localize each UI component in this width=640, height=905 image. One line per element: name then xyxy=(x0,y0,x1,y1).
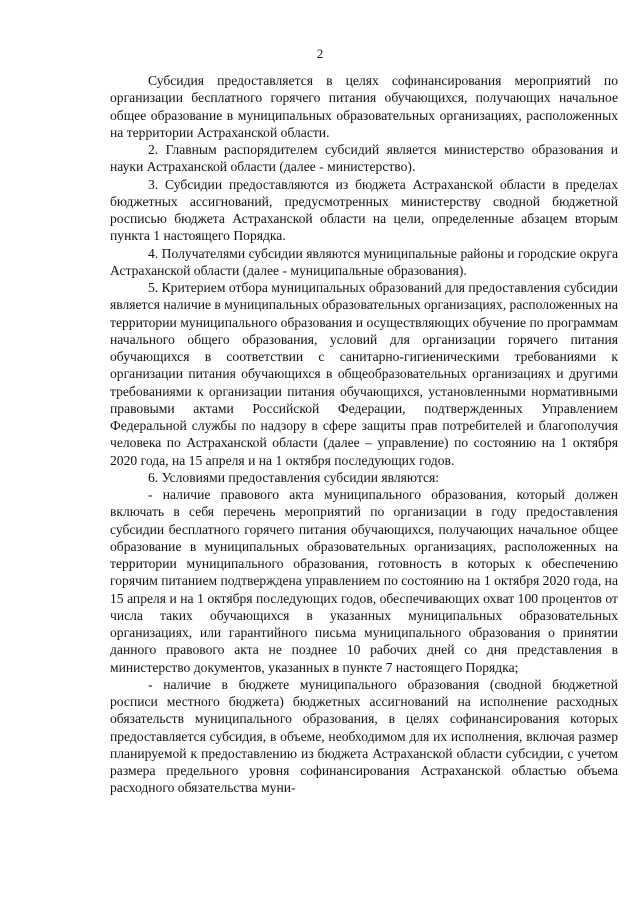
paragraph-recipients: 4. Получателями субсидии являются муниципальные районы и городские округа Астраханской области (далее - муниципальные образования). xyxy=(110,245,618,278)
page-number: 2 xyxy=(316,46,324,61)
paragraph-budget-source: 3. Субсидии предоставляются из бюджета Астраханской области в пределах бюджетных ассигнований, предусмотренных министерству сводной бюджетной росписью бюджета Астраханской области на цели, определенные абзацем вторым пункта 1 настоящего Порядка. xyxy=(110,176,618,244)
paragraph-selection-criterion: 5. Критерием отбора муниципальных образований для предоставления субсидии является наличие в муниципальных образовательных организациях, расположенных на территории муниципального образования и осуществляющих обучение по программам начального общего образования, условий для организации горячего питания обучающихся в соответствии с санитарно-гигиеническими требованиями к организации питания обучающихся в общеобразовательных организациях и другими требованиями к организации питания обучающихся, установленными нормативными правовыми актами Российской Федерации, подтвержденных Управлением Федеральной службы по надзору в сфере защиты прав потребителей и благополучия человека по Астраханской области (далее – управление) по состоянию на 1 октября 2020 года, на 15 апреля и на 1 октября последующих годов. xyxy=(110,280,618,468)
paragraph-condition-budget-allocations: - наличие в бюджете муниципального образования (сводной бюджетной росписи местного бюджета) бюджетных ассигнований на исполнение расходных обязательств муниципального образования, в целях софинансирования которых предоставляется субсидия, в объеме, необходимом для их исполнения, включая размер планируемой к предоставлению из бюджета Астраханской области субсидии, с учетом размера предельного уровня софинансирования Астраханской областью объема расходного обязательства муни- xyxy=(110,676,618,796)
paragraph-main-administrator: 2. Главным распорядителем субсидий является министерство образования и науки Астраханской области (далее - министерство). xyxy=(110,142,618,175)
paragraph-subsidy-purpose: Субсидия предоставляется в целях софинансирования мероприятий по организации бесплатного горячего питания обучающихся, получающих начальное общее образование в муниципальных образовательных организациях, расположенных на территории Астраханской области. xyxy=(110,73,618,140)
paragraph-conditions-heading: 6. Условиями предоставления субсидии являются: xyxy=(148,469,440,485)
document-body xyxy=(110,72,618,797)
paragraph-condition-legal-act: - наличие правового акта муниципального образования, который должен включать в себя перечень мероприятий по организации в году предоставления субсидии бесплатного горячего питания обучающихся, получающих начальное общее образование в муниципальных образовательных организациях, расположенных на территории муниципального образования, готовность в которых к обеспечению горячим питанием подтверждена управлением по состоянию на 1 октября 2020 года, на 15 апреля и на 1 октября последующих годов, обеспечивающих охват 100 процентов от числа таких обучающихся в указанных муниципальных образовательных организациях, или гарантийного письма муниципального образования о принятии данного правового акта не позднее 10 рабочих дней со дня представления в министерство документов, указанных в пункте 7 настоящего Порядка; xyxy=(110,487,618,675)
